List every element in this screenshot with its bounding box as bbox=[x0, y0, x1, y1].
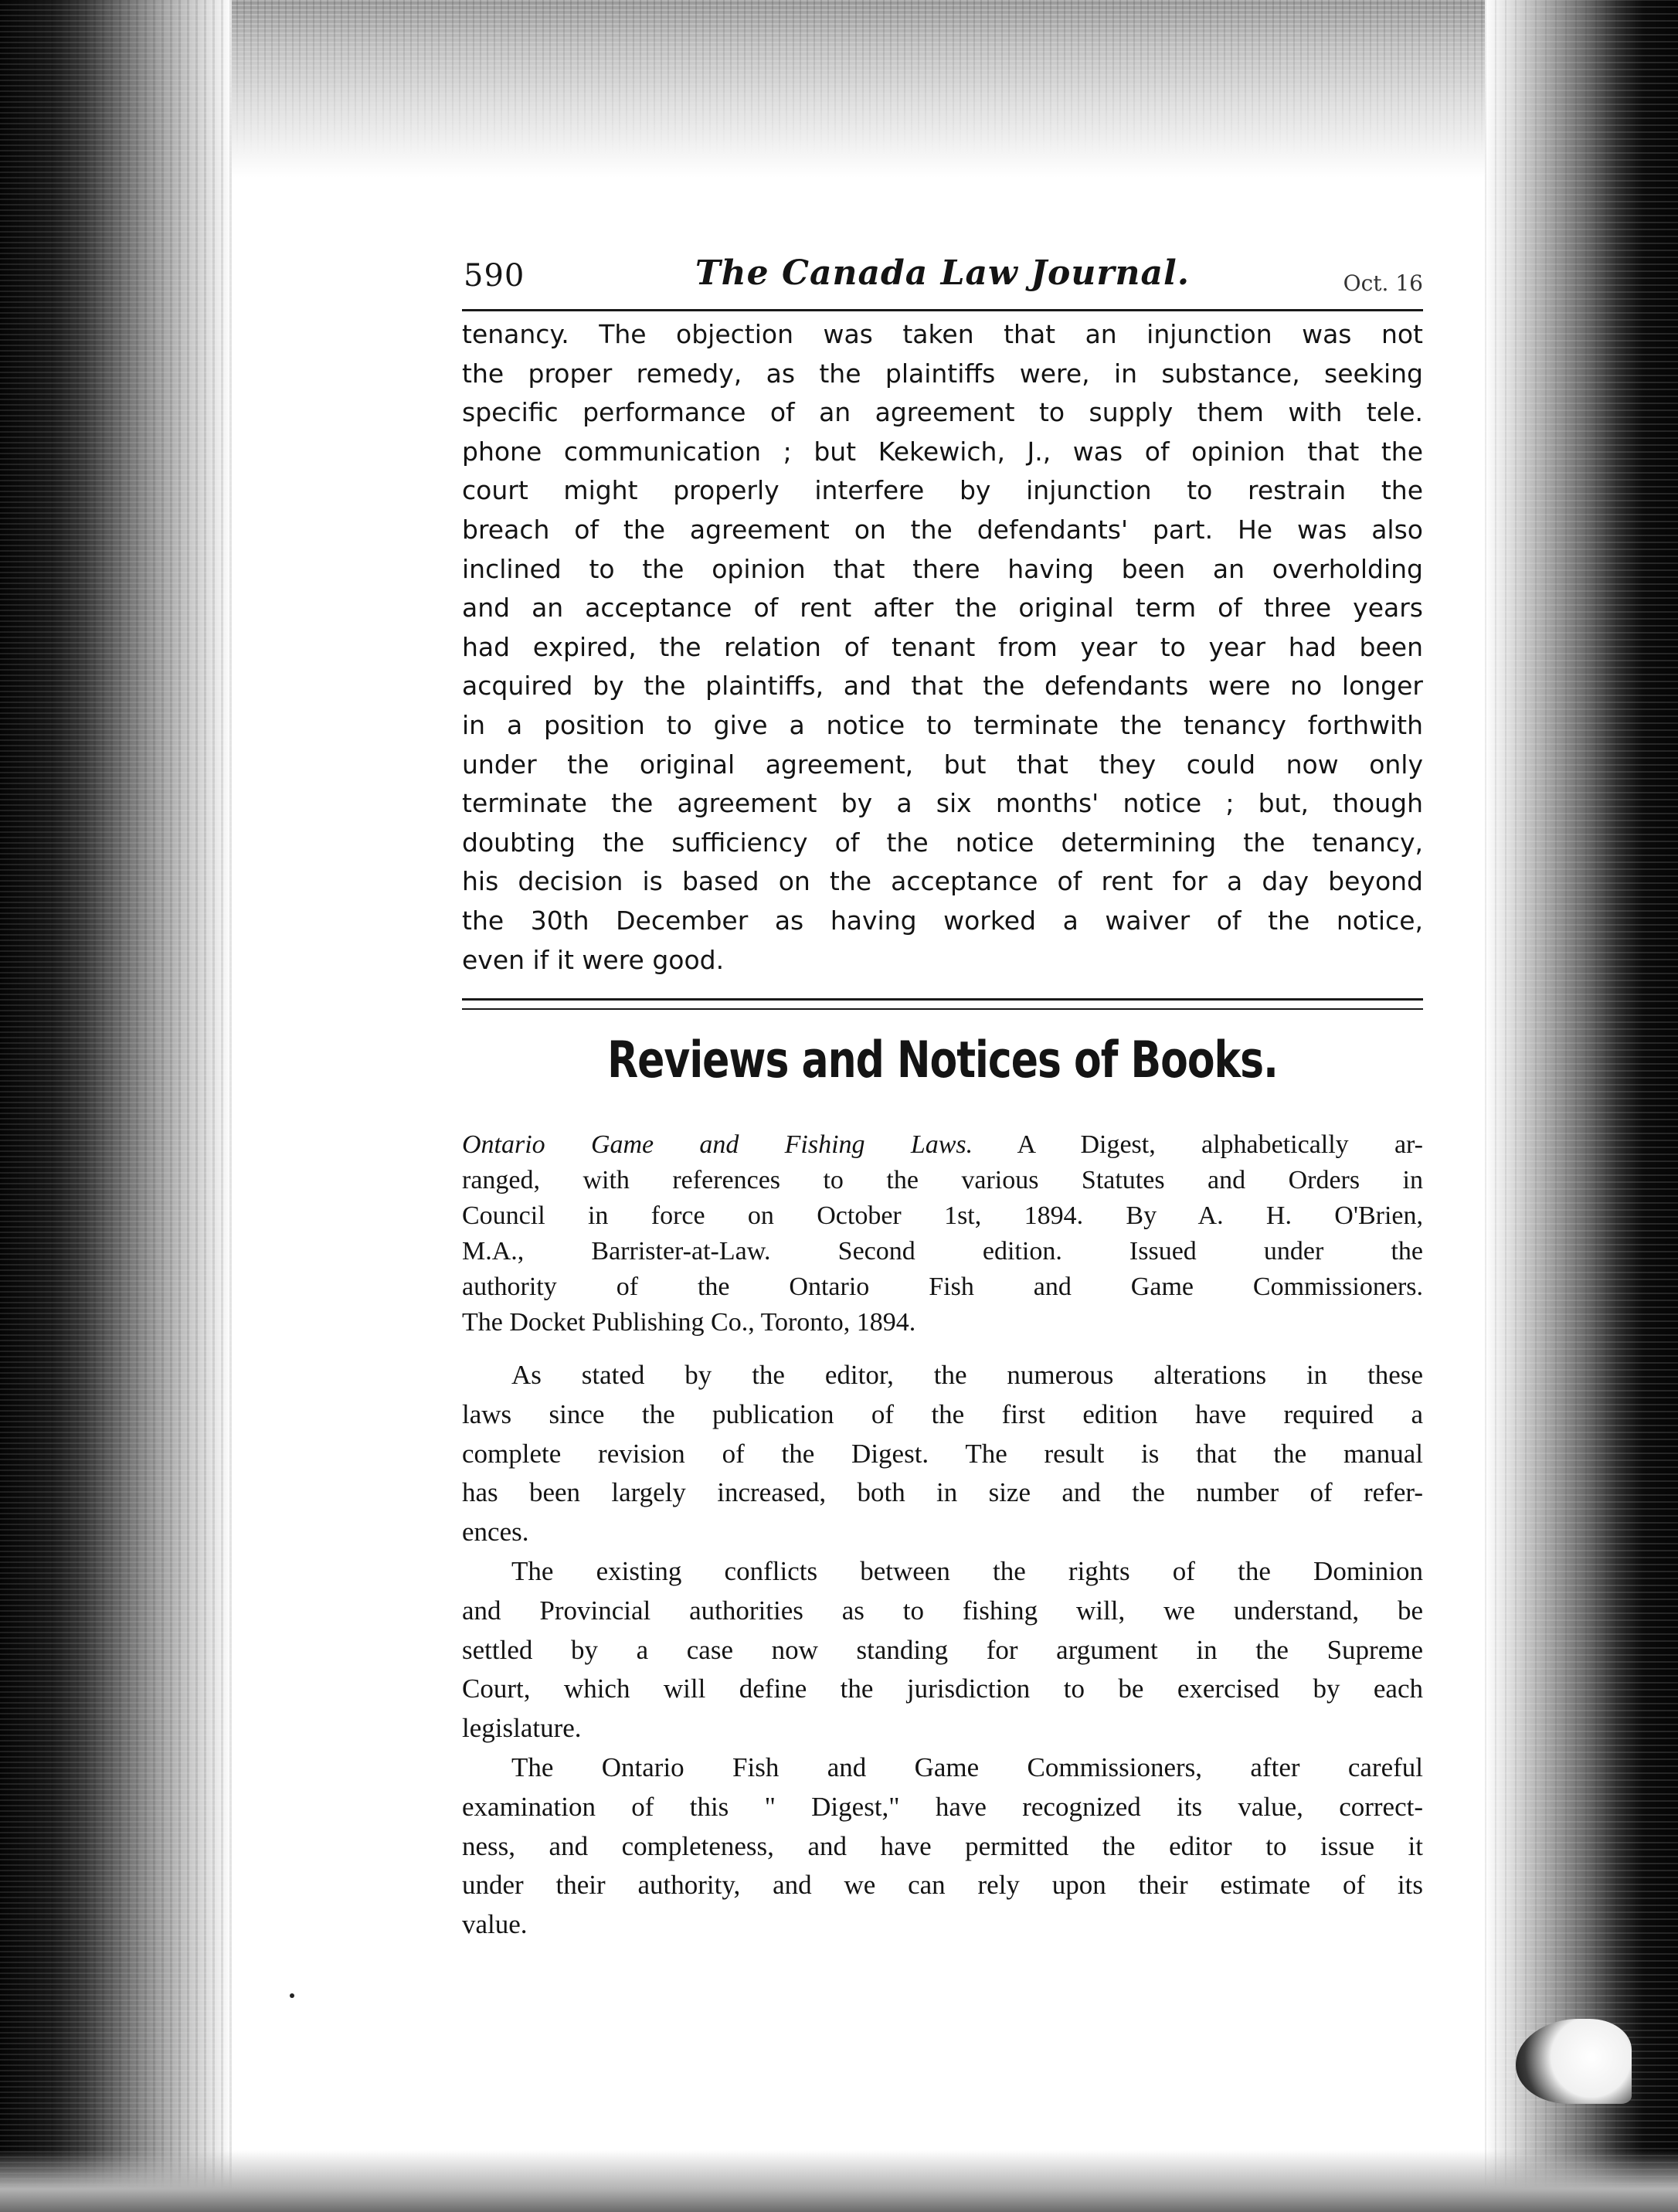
review-line: under their authority, and we can rely upon their estimate of its bbox=[462, 1870, 1423, 1901]
text-line: terminate the agreement by a six months' notice ; but, though bbox=[462, 788, 1423, 819]
book-title: Ontario Game and Fishing Laws. bbox=[462, 1130, 973, 1160]
text-line: specific performance of an agreement to supply them with tele. bbox=[462, 397, 1423, 428]
review-line: The existing conflicts between the rights of the Dominion bbox=[511, 1556, 1423, 1587]
scan-left-noise bbox=[0, 0, 232, 2212]
continued-case-text bbox=[462, 315, 1423, 980]
text-line: court might properly interfere by injunction to restrain the bbox=[462, 475, 1423, 506]
review-line: As stated by the editor, the numerous alterations in these bbox=[511, 1360, 1423, 1391]
running-header bbox=[462, 247, 1423, 311]
text-line: doubting the sufficiency of the notice determining the tenancy, bbox=[462, 827, 1423, 858]
citation-line: ranged, with references to the various Statutes and Orders in bbox=[462, 1166, 1423, 1195]
review-line: Court, which will define the jurisdiction to be exercised by each bbox=[462, 1673, 1423, 1704]
review-line: ences. bbox=[462, 1517, 529, 1548]
citation-line: The Docket Publishing Co., Toronto, 1894. bbox=[462, 1308, 916, 1337]
text-line: in a position to give a notice to terminate the tenancy forthwith bbox=[462, 709, 1423, 740]
text-line: and an acceptance of rent after the original term of three years bbox=[462, 593, 1423, 624]
review-line: legislature. bbox=[462, 1713, 582, 1744]
review-line: The Ontario Fish and Game Commissioners, after careful bbox=[511, 1752, 1423, 1783]
text-line: phone communication ; but Kekewich, J., was of opinion that the bbox=[462, 436, 1423, 467]
review-line: examination of this " Digest," have recognized its value, correct- bbox=[462, 1791, 1423, 1822]
stray-ink-mark bbox=[290, 1993, 294, 1998]
review-line: value. bbox=[462, 1909, 528, 1940]
issue-date: Oct. 16 bbox=[1343, 270, 1423, 296]
text-line: under the original agreement, but that they could now only bbox=[462, 749, 1423, 780]
book-citation bbox=[462, 1127, 1423, 1340]
scan-bottom-shadow bbox=[0, 2150, 1678, 2212]
page-text-column bbox=[462, 247, 1423, 1945]
text-line: tenancy. The objection was taken that an injunction was not bbox=[462, 319, 1423, 349]
page-number: 590 bbox=[464, 258, 525, 294]
review-body bbox=[462, 1356, 1423, 1945]
review-line: and Provincial authorities as to fishing will, we understand, be bbox=[462, 1595, 1423, 1626]
citation-line: M.A., Barrister-at-Law. Second edition. Issued under the bbox=[462, 1237, 1423, 1266]
review-line: ness, and completeness, and have permitted the editor to issue it bbox=[462, 1830, 1423, 1861]
section-heading: Reviews and Notices of Books. bbox=[607, 1031, 1278, 1090]
text-line: his decision is based on the acceptance of rent for a day beyond bbox=[462, 866, 1423, 897]
text-line: breach of the agreement on the defendants' part. He was also bbox=[462, 514, 1423, 545]
section-divider-rule bbox=[462, 998, 1423, 1010]
text-line: inclined to the opinion that there having been an overholding bbox=[462, 553, 1423, 584]
review-line: has been largely increased, both in size and the number of refer- bbox=[462, 1477, 1423, 1508]
text-line: had expired, the relation of tenant from year to year had been bbox=[462, 631, 1423, 662]
citation-text: A Digest, alphabetically ar- bbox=[973, 1130, 1423, 1160]
review-line: laws since the publication of the first edition have required a bbox=[462, 1398, 1423, 1429]
citation-line bbox=[462, 1127, 1423, 1163]
citation-line: authority of the Ontario Fish and Game Commissioners. bbox=[462, 1272, 1423, 1302]
scan-top-noise bbox=[0, 0, 1678, 155]
scan-right-noise bbox=[1485, 0, 1678, 2212]
citation-line: Council in force on October 1st, 1894. By A. H. O'Brien, bbox=[462, 1201, 1423, 1231]
text-line: the proper remedy, as the plaintiffs were, in substance, seeking bbox=[462, 358, 1423, 389]
text-line: even if it were good. bbox=[462, 944, 725, 975]
review-line: settled by a case now standing for argument in the Supreme bbox=[462, 1634, 1423, 1665]
review-line: complete revision of the Digest. The result is that the manual bbox=[462, 1438, 1423, 1469]
text-line: the 30th December as having worked a waiver of the notice, bbox=[462, 905, 1423, 936]
text-line: acquired by the plaintiffs, and that the defendants were no longer bbox=[462, 671, 1423, 702]
journal-title: The Canada Law Journal. bbox=[695, 253, 1191, 293]
